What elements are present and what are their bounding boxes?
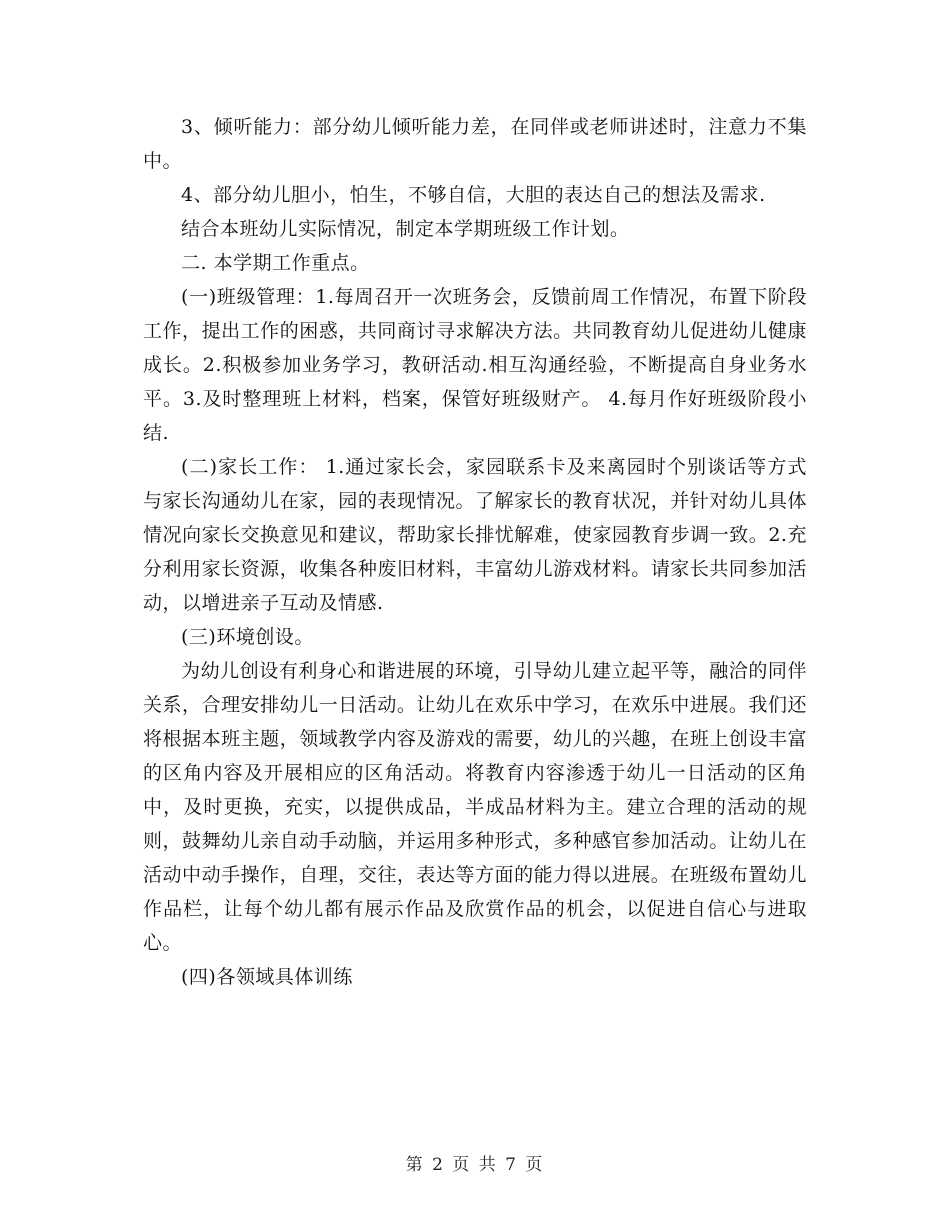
section-heading-focus: 二. 本学期工作重点。	[181, 252, 370, 274]
subheading-domain-training: (四)各领域具体训练	[181, 966, 353, 988]
paragraph-confidence: 4、部分幼儿胆小，怕生，不够自信，大胆的表达自己的想法及需求.	[181, 184, 766, 206]
paragraph-environment: 为幼儿创设有利身心和谐进展的环境，引导幼儿建立起平等，融洽的同伴关系，合理安排幼儿一日活动。让幼儿在欢乐中学习，在欢乐中进展。我们还将根据本班主题，领域教学内容及游戏的需要，幼儿的兴趣，在班上创设丰富的区角内容及开展相应的区角活动。将教育内容渗透于幼儿一日活动的区角中，及时更换，充实，以提供成品，半成品材料为主。建立合理的活动的规则，鼓舞幼儿亲自动手动脑，并运用多种形式，多种感官参加活动。让幼儿在活动中动手操作，自理，交往，表达等方面的能力得以进展。在班级布置幼儿作品栏，让每个幼儿都有展示作品及欣赏作品的机会，以促进自信心与进取心。	[143, 660, 807, 954]
paragraph-class-management: (一)班级管理：1.每周召开一次班务会，反馈前周工作情况，布置下阶段工作，提出工作的困惑，共同商讨寻求解决方法。共同教育幼儿促进幼儿健康成长。2.积极参加业务学习，教研活动.相互沟通经验，不断提高自身业务水平。3.及时整理班上材料，档案，保管好班级财产。 4.每月作好班级阶段小结.	[143, 286, 807, 444]
page-number-footer: 第 2 页 共 7 页	[405, 1155, 545, 1175]
paragraph-parent-work: (二)家长工作： 1.通过家长会，家园联系卡及来离园时个别谈话等方式与家长沟通幼儿在家，园的表现情况。了解家长的教育状况，并针对幼儿具体情况向家长交换意见和建议，帮助家长排忧解难，使家园教育步调一致。2.充分利用家长资源，收集各种废旧材料，丰富幼儿游戏材料。请家长共同参加活动，以增进亲子互动及情感.	[143, 456, 807, 614]
subheading-environment: (三)环境创设。	[181, 626, 314, 648]
document-body	[143, 110, 807, 994]
paragraph-listening: 3、倾听能力：部分幼儿倾听能力差，在同伴或老师讲述时，注意力不集中。	[143, 116, 807, 172]
paragraph-plan-intro: 结合本班幼儿实际情况，制定本学期班级工作计划。	[181, 218, 630, 240]
